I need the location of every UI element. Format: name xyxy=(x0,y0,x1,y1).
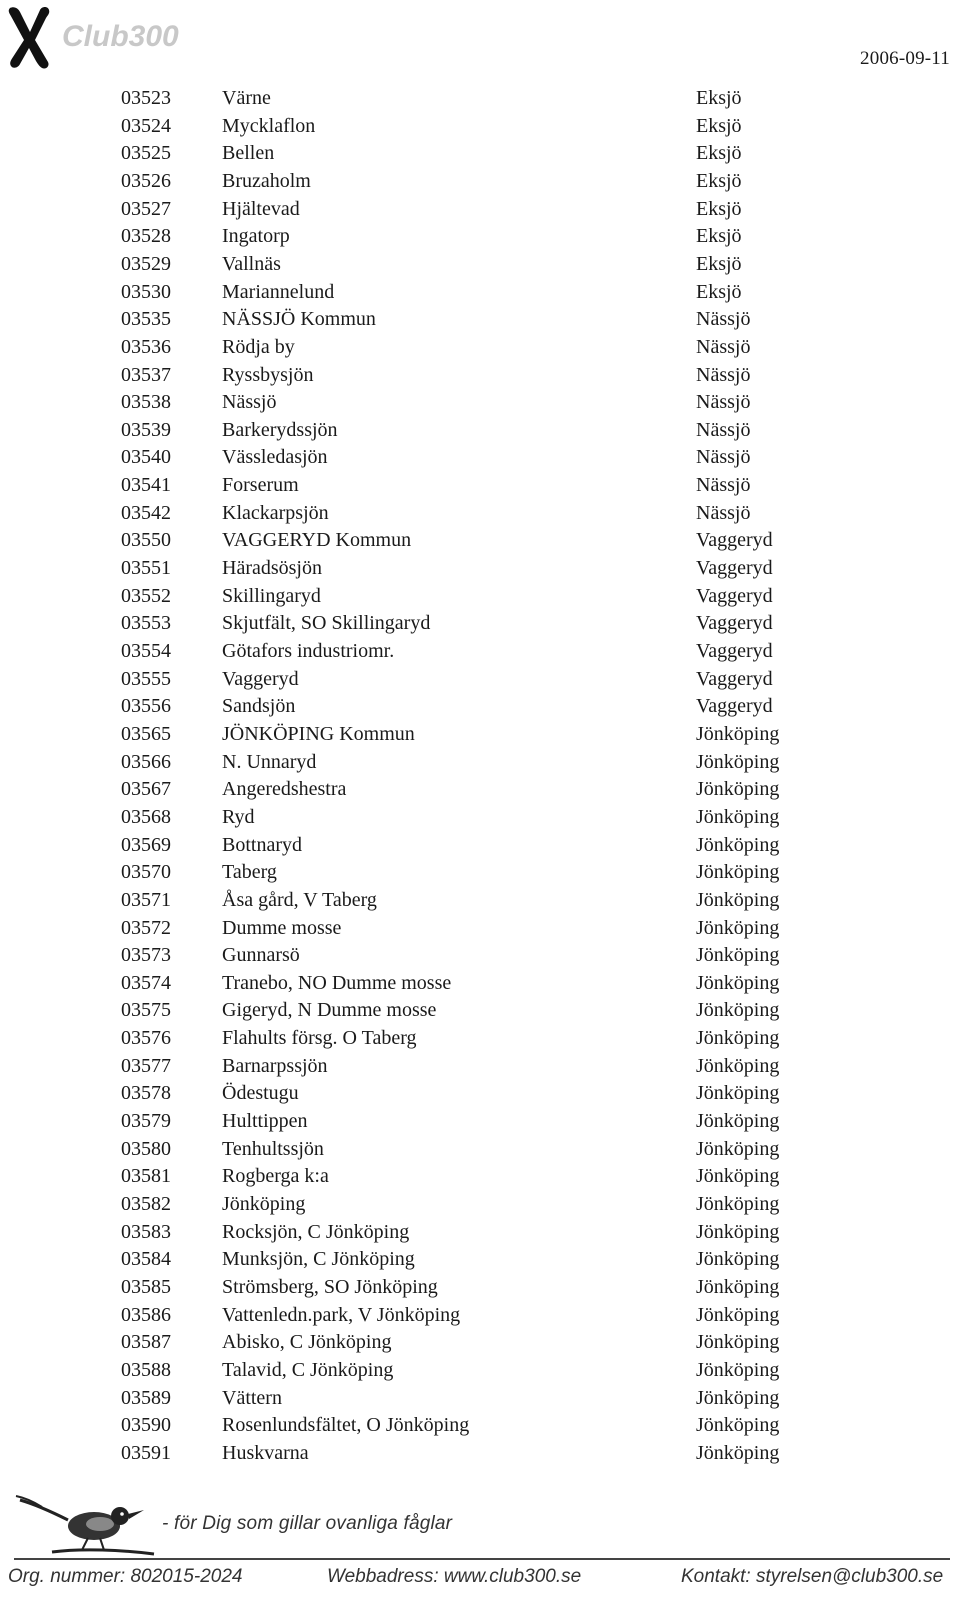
municipality: Jönköping xyxy=(696,999,780,1022)
municipality: Jönköping xyxy=(696,916,780,939)
site-name: Ödestugu xyxy=(222,1082,299,1105)
site-code: 03586 xyxy=(121,1303,171,1326)
municipality: Eksjö xyxy=(696,87,742,109)
list-item xyxy=(0,333,960,361)
list-item xyxy=(0,914,960,942)
site-code: 03539 xyxy=(121,418,171,441)
municipality: Jönköping xyxy=(696,750,780,773)
site-code: 03587 xyxy=(121,1331,171,1354)
site-code: 03576 xyxy=(121,1027,171,1050)
footer-slogan: - för Dig som gillar ovanliga fåglar xyxy=(162,1513,453,1534)
municipality: Jönköping xyxy=(696,1414,780,1437)
page-header xyxy=(0,0,960,80)
site-name: N. Unnaryd xyxy=(222,750,317,773)
municipality: Nässjö xyxy=(696,391,751,414)
site-code: 03542 xyxy=(121,501,171,524)
site-name: Talavid, C Jönköping xyxy=(222,1358,394,1381)
site-name: Klackarpsjön xyxy=(222,501,329,524)
site-code: 03525 xyxy=(121,142,171,165)
site-code: 03554 xyxy=(121,640,171,662)
list-item xyxy=(0,554,960,582)
municipality: Jönköping xyxy=(696,971,780,994)
municipality: Jönköping xyxy=(696,888,780,911)
site-code: 03537 xyxy=(121,363,171,386)
list-item xyxy=(0,1079,960,1107)
site-code: 03580 xyxy=(121,1137,171,1160)
site-code: 03555 xyxy=(121,667,171,690)
list-item xyxy=(0,1135,960,1163)
site-code: 03585 xyxy=(121,1275,171,1298)
club300-logo xyxy=(4,2,214,72)
list-item xyxy=(0,748,960,776)
list-item xyxy=(0,831,960,859)
site-code: 03573 xyxy=(121,944,171,967)
municipality: Nässjö xyxy=(696,335,751,358)
site-code: 03575 xyxy=(121,999,171,1022)
site-code: 03524 xyxy=(121,114,171,137)
site-name: Rocksjön, C Jönköping xyxy=(222,1220,410,1243)
contact-email-link[interactable]: Kontakt: styrelsen@club300.se xyxy=(681,1566,944,1587)
municipality: Jönköping xyxy=(696,1441,780,1464)
list-item xyxy=(0,443,960,471)
site-code: 03536 xyxy=(121,335,171,358)
site-name: Vaggeryd xyxy=(222,667,299,690)
site-code: 03570 xyxy=(121,861,171,884)
municipality: Jönköping xyxy=(696,1193,780,1215)
site-name: Åsa gård, V Taberg xyxy=(222,888,377,911)
municipality: Jönköping xyxy=(696,1386,780,1409)
page-footer xyxy=(0,1490,960,1597)
list-item xyxy=(0,1384,960,1412)
site-code: 03565 xyxy=(121,722,171,745)
municipality: Jönköping xyxy=(696,944,780,967)
site-name: Bottnaryd xyxy=(222,833,302,856)
site-name: VAGGERYD Kommun xyxy=(222,529,412,552)
list-item xyxy=(0,637,960,665)
site-code: 03569 xyxy=(121,833,171,856)
municipality: Nässjö xyxy=(696,446,751,469)
site-name: Vättern xyxy=(222,1386,282,1409)
list-item xyxy=(0,1190,960,1218)
municipality: Vaggeryd xyxy=(696,557,773,580)
list-item xyxy=(0,692,960,720)
site-code: 03538 xyxy=(121,391,171,414)
municipality: Jönköping xyxy=(696,805,780,828)
list-item xyxy=(0,582,960,610)
municipality: Jönköping xyxy=(696,778,780,801)
municipality: Nässjö xyxy=(696,363,751,386)
list-item xyxy=(0,250,960,278)
site-name: Barnarpssjön xyxy=(222,1054,328,1077)
list-item xyxy=(0,305,960,333)
municipality: Nässjö xyxy=(696,501,751,524)
site-name: Mycklaflon xyxy=(222,114,316,137)
municipality: Jönköping xyxy=(696,1082,780,1105)
list-item xyxy=(0,1273,960,1301)
list-item xyxy=(0,222,960,250)
list-item xyxy=(0,1301,960,1329)
municipality: Eksjö xyxy=(696,280,742,303)
org-number: Org. nummer: 802015-2024 xyxy=(8,1566,243,1587)
list-item xyxy=(0,996,960,1024)
site-code: 03566 xyxy=(121,750,171,773)
site-code: 03550 xyxy=(121,529,171,552)
site-code: 03567 xyxy=(121,778,171,801)
site-code: 03589 xyxy=(121,1386,171,1409)
municipality: Eksjö xyxy=(696,142,742,165)
municipality: Vaggeryd xyxy=(696,640,773,662)
list-item xyxy=(0,941,960,969)
site-code: 03568 xyxy=(121,805,171,828)
list-item xyxy=(0,886,960,914)
site-name: NÄSSJÖ Kommun xyxy=(222,308,376,331)
list-item xyxy=(0,1439,960,1467)
site-name: Forserum xyxy=(222,474,299,497)
site-name: Värne xyxy=(222,87,271,109)
document-date: 2006-09-11 xyxy=(860,48,950,69)
municipality: Eksjö xyxy=(696,197,742,220)
site-name: Strömsberg, SO Jönköping xyxy=(222,1275,438,1298)
site-code: 03553 xyxy=(121,612,171,635)
site-name: Bellen xyxy=(222,142,275,165)
site-code: 03588 xyxy=(121,1358,171,1381)
site-name: Skjutfält, SO Skillingaryd xyxy=(222,612,431,635)
site-name: Nässjö xyxy=(222,391,277,414)
list-item xyxy=(0,388,960,416)
municipality: Vaggeryd xyxy=(696,695,773,718)
municipality: Nässjö xyxy=(696,308,751,331)
list-item xyxy=(0,84,960,112)
list-item xyxy=(0,526,960,554)
list-item xyxy=(0,665,960,693)
list-item xyxy=(0,775,960,803)
municipality: Eksjö xyxy=(696,225,742,248)
site-code: 03582 xyxy=(121,1193,171,1215)
municipality: Jönköping xyxy=(696,1054,780,1077)
site-code: 03572 xyxy=(121,916,171,939)
list-item xyxy=(0,1162,960,1190)
site-name: Vattenledn.park, V Jönköping xyxy=(222,1303,461,1326)
logo-wordmark: Club300 xyxy=(62,20,179,53)
site-name: Gigeryd, N Dumme mosse xyxy=(222,999,437,1022)
site-name: Munksjön, C Jönköping xyxy=(222,1248,415,1271)
list-item xyxy=(0,1052,960,1080)
list-item xyxy=(0,1411,960,1439)
municipality: Jönköping xyxy=(696,1110,780,1133)
site-code: 03581 xyxy=(121,1165,171,1188)
site-name: Mariannelund xyxy=(222,280,335,303)
site-name: Vässledasjön xyxy=(222,446,328,469)
municipality: Jönköping xyxy=(696,1220,780,1243)
municipality: Eksjö xyxy=(696,169,742,192)
municipality: Jönköping xyxy=(696,1331,780,1354)
site-name: Tranebo, NO Dumme mosse xyxy=(222,971,452,994)
municipality: Vaggeryd xyxy=(696,612,773,635)
site-code: 03583 xyxy=(121,1220,171,1243)
site-name: Skillingaryd xyxy=(222,584,321,607)
site-name: Jönköping xyxy=(222,1193,306,1215)
site-name: JÖNKÖPING Kommun xyxy=(222,722,415,745)
municipality: Jönköping xyxy=(696,1303,780,1326)
municipality: Jönköping xyxy=(696,1137,780,1160)
site-name: Ryssbysjön xyxy=(222,363,314,386)
municipality: Vaggeryd xyxy=(696,667,773,690)
site-name: Rosenlundsfältet, O Jönköping xyxy=(222,1414,470,1437)
site-name: Ingatorp xyxy=(222,225,290,248)
site-name: Ryd xyxy=(222,805,255,828)
site-code: 03577 xyxy=(121,1054,171,1077)
municipality: Vaggeryd xyxy=(696,529,773,552)
site-name: Angeredshestra xyxy=(222,778,347,801)
bird-icon xyxy=(12,1490,157,1562)
site-name: Abisko, C Jönköping xyxy=(222,1331,392,1354)
list-item xyxy=(0,1107,960,1135)
list-item xyxy=(0,969,960,997)
site-code: 03535 xyxy=(121,308,171,331)
list-item xyxy=(0,1356,960,1384)
list-item xyxy=(0,1245,960,1273)
site-code: 03571 xyxy=(121,888,171,911)
municipality: Jönköping xyxy=(696,1165,780,1188)
site-name: Hulttippen xyxy=(222,1110,308,1133)
site-code: 03551 xyxy=(121,557,171,580)
list-item xyxy=(0,803,960,831)
site-code: 03591 xyxy=(121,1441,171,1464)
web-address-link[interactable]: Webbadress: www.club300.se xyxy=(327,1566,582,1587)
site-code: 03527 xyxy=(121,197,171,220)
site-code: 03578 xyxy=(121,1082,171,1105)
municipality: Jönköping xyxy=(696,1248,780,1271)
site-code: 03556 xyxy=(121,695,171,718)
municipality: Jönköping xyxy=(696,833,780,856)
municipality: Jönköping xyxy=(696,1275,780,1298)
site-code: 03552 xyxy=(121,584,171,607)
municipality: Jönköping xyxy=(696,861,780,884)
site-name: Tenhultssjön xyxy=(222,1137,324,1160)
site-code: 03574 xyxy=(121,971,171,994)
municipality: Jönköping xyxy=(696,722,780,745)
list-item xyxy=(0,609,960,637)
municipality: Vaggeryd xyxy=(696,584,773,607)
footer-divider xyxy=(14,1558,950,1560)
site-name: Häradsösjön xyxy=(222,557,322,580)
site-code: 03530 xyxy=(121,280,171,303)
site-name: Taberg xyxy=(222,861,277,884)
site-name: Rödja by xyxy=(222,335,295,358)
municipality: Eksjö xyxy=(696,114,742,137)
site-name: Sandsjön xyxy=(222,695,296,718)
site-name: Rogberga k:a xyxy=(222,1165,329,1188)
list-item xyxy=(0,858,960,886)
site-name: Flahults försg. O Taberg xyxy=(222,1027,417,1050)
municipality: Jönköping xyxy=(696,1027,780,1050)
list-item xyxy=(0,361,960,389)
site-code: 03540 xyxy=(121,446,171,469)
list-item xyxy=(0,139,960,167)
site-code: 03529 xyxy=(121,252,171,275)
list-item xyxy=(0,499,960,527)
list-item xyxy=(0,195,960,223)
list-item xyxy=(0,1024,960,1052)
list-item xyxy=(0,167,960,195)
site-name: Gunnarsö xyxy=(222,944,300,967)
list-item xyxy=(0,112,960,140)
list-item xyxy=(0,416,960,444)
site-code: 03584 xyxy=(121,1248,171,1271)
site-name: Huskvarna xyxy=(222,1441,309,1464)
site-name: Hjältevad xyxy=(222,197,300,220)
list-item xyxy=(0,1328,960,1356)
site-name: Vallnäs xyxy=(222,252,281,275)
municipality: Eksjö xyxy=(696,252,742,275)
list-item xyxy=(0,278,960,306)
municipality: Nässjö xyxy=(696,474,751,497)
list-item xyxy=(0,720,960,748)
site-code: 03541 xyxy=(121,474,171,497)
site-code: 03590 xyxy=(121,1414,171,1437)
site-name: Götafors industriomr. xyxy=(222,640,395,662)
list-item xyxy=(0,1218,960,1246)
site-code: 03523 xyxy=(121,87,171,109)
site-name: Dumme mosse xyxy=(222,916,342,939)
list-item xyxy=(0,471,960,499)
site-name: Barkerydssjön xyxy=(222,418,338,441)
site-code: 03579 xyxy=(121,1110,171,1133)
site-name: Bruzaholm xyxy=(222,169,311,192)
site-code: 03528 xyxy=(121,225,171,248)
municipality: Nässjö xyxy=(696,418,751,441)
site-code: 03526 xyxy=(121,169,171,192)
municipality: Jönköping xyxy=(696,1358,780,1381)
